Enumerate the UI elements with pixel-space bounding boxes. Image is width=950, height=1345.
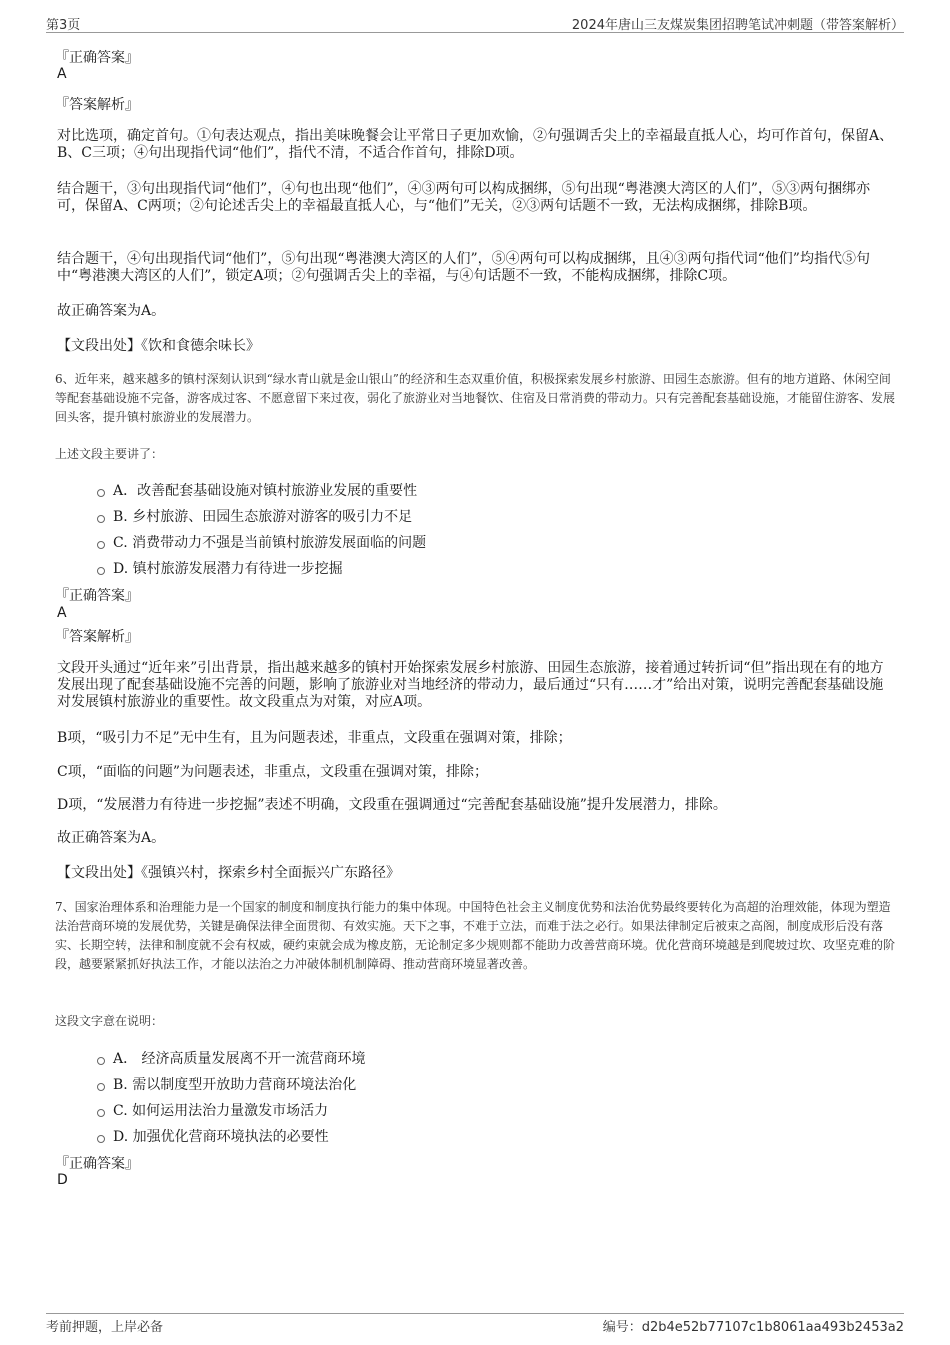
analysis-paragraph: 结合题干，④句出现指代词“他们”，⑤句出现“粤港澳大湾区的人们”，⑤④两句可以构成捆绑，且④③两句指代词“他们”均指代⑤句中“粤港澳大湾区的人们”，锁定A项；②句强调舌尖上的幸福，与④句话题不一致，不能构成捆绑，排除C项。 [57,251,870,284]
radio-icon[interactable] [97,1109,105,1117]
answer-value: A [57,66,67,82]
answer-label: 『正确答案』 [55,588,139,604]
option-d[interactable]: D. 镇村旅游发展潜力有待进一步挖掘 [97,558,343,578]
radio-icon[interactable] [97,515,105,523]
answer-value: A [57,605,67,621]
analysis-label: 『答案解析』 [55,97,139,113]
option-d[interactable]: D. 加强优化营商环境执法的必要性 [97,1126,329,1146]
document-title: 2024年唐山三友煤炭集团招聘笔试冲刺题（带答案解析） [571,18,904,33]
answer-label: 『正确答案』 [55,50,139,66]
radio-icon[interactable] [97,541,105,549]
radio-icon[interactable] [97,489,105,497]
page-header [46,14,904,33]
radio-icon[interactable] [97,567,105,575]
answer-value: D [57,1172,68,1188]
analysis-paragraph: 对比选项，确定首句。①句表达观点，指出美味晚餐会让平常日子更加欢愉，②句强调舌尖上的幸福最直抵人心，均可作首句，保留A、B、C三项；④句出现指代词“他们”，指代不清，不适合作首句，排除D项。 [57,128,894,161]
code-value: d2b4e52b77107c1b8061aa493b2453a2 [641,1320,904,1335]
source-citation: 【文段出处】《饮和食德余味长》 [57,338,260,354]
radio-icon[interactable] [97,1135,105,1143]
analysis-paragraph: C项，“面临的问题”为问题表述，非重点，文段重在强调对策，排除； [57,764,489,780]
page-footer [46,1313,904,1334]
question-prompt: 上述文段主要讲了： [55,447,164,461]
page-number: 第3页 [46,18,81,33]
code-label: 编号： [602,1320,642,1335]
analysis-label: 『答案解析』 [55,629,139,645]
answer-label: 『正确答案』 [55,1156,139,1172]
analysis-paragraph: B项，“吸引力不足”无中生有，且为问题表述，非重点，文段重在强调对策，排除； [57,730,572,746]
question-prompt: 这段文字意在说明： [55,1014,164,1028]
footer-slogan: 考前押题，上岸必备 [46,1320,164,1335]
source-citation: 【文段出处】《强镇兴村，探索乡村全面振兴广东路径》 [57,865,400,881]
analysis-conclusion: 故正确答案为A。 [57,830,166,846]
question-stem: 6、近年来，越来越多的镇村深刻认识到“绿水青山就是金山银山”的经济和生态双重价值，积极探索发展乡村旅游、田园生态旅游。但有的地方道路、休闲空间等配套基础设施不完备，游客成过客、不愿意留下来过夜，弱化了旅游业对当地餐饮、住宿及日常消费的带动力。只有完善配套基础设施，才能留住游客、发展回头客，提升镇村旅游业的发展潜力。 [55,372,896,424]
analysis-paragraph: 文段开头通过“近年来”引出背景，指出越来越多的镇村开始探索发展乡村旅游、田园生态旅游，接着通过转折词“但”指出现在有的地方发展出现了配套基础设施不完善的问题，影响了旅游业对当地经济的带动力，最后通过“只有……才”给出对策，说明完善配套基础设施对发展镇村旅游业的重要性。故文段重点为对策，对应A项。 [57,660,884,710]
question-stem: 7、国家治理体系和治理能力是一个国家的制度和制度执行能力的集中体现。中国特色社会主义制度优势和法治优势最终要转化为高超的治理效能，体现为塑造法治营商环境的发展优势，关键是确保法律全面贯彻、有效实施。天下之事，不难于立法，而难于法之必行。如果法律制定后被束之高阁，制度成形后没有落实、长期空转，法律和制度就不会有权威，硬约束就会成为橡皮筋，无论制定多少规则都不能助力改善营商环境。优化营商环境越是到爬坡过坎、攻坚克难的阶段，越要紧紧抓好执法工作，才能以法治之力冲破体制机制障碍、推动营商环境显著改善。 [55,900,896,971]
analysis-paragraph: 结合题干，③句出现指代词“他们”，④句也出现“他们”，④③两句可以构成捆绑，⑤句出现“粤港澳大湾区的人们”，⑤③两句捆绑亦可，保留A、C两项；②句论述舌尖上的幸福最直抵人心，与“他们”无关，②③两句话题不一致，无法构成捆绑，排除B项。 [57,181,870,214]
radio-icon[interactable] [97,1083,105,1091]
option-b[interactable]: B. 乡村旅游、田园生态旅游对游客的吸引力不足 [97,506,412,526]
option-c[interactable]: C. 如何运用法治力量激发市场活力 [97,1100,328,1120]
radio-icon[interactable] [97,1057,105,1065]
option-b[interactable]: B. 需以制度型开放助力营商环境法治化 [97,1074,356,1094]
document-code [603,1316,904,1335]
analysis-conclusion: 故正确答案为A。 [57,303,166,319]
option-c[interactable]: C. 消费带动力不强是当前镇村旅游发展面临的问题 [97,532,426,552]
option-a[interactable]: A． 经济高质量发展离不开一流营商环境 [97,1048,366,1068]
option-a[interactable]: A．改善配套基础设施对镇村旅游业发展的重要性 [97,480,417,500]
analysis-paragraph: D项，“发展潜力有待进一步挖掘”表述不明确，文段重在强调通过“完善配套基础设施”提升发展潜力，排除。 [57,797,727,813]
